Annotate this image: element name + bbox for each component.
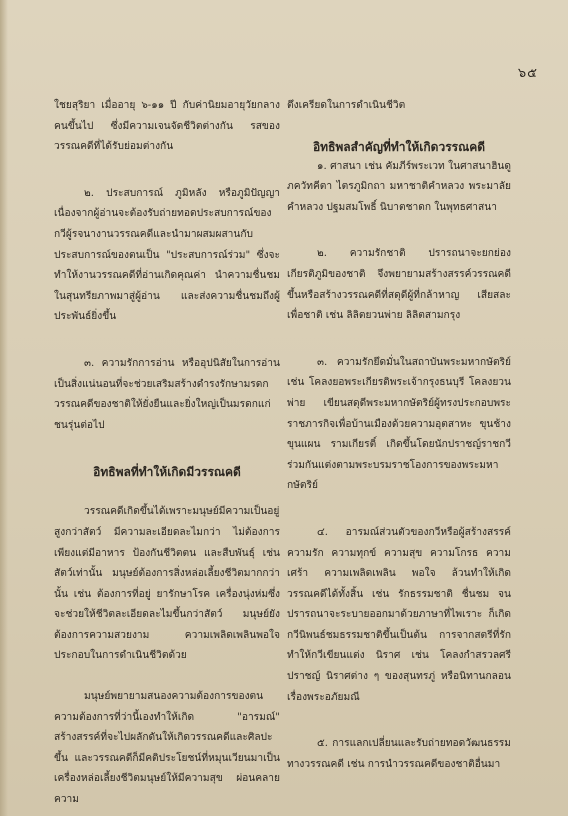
list-item-5: ๕. การแลกเปลี่ยนและรับถ่ายทอดวัฒนธรรมทางวรรณคดี เช่น การนำวรรณคดีของชาติอื่นมา — [287, 738, 511, 770]
section-heading: อิทธิพลที่ทำให้เกิดมีวรรณคดี — [93, 465, 241, 480]
paragraph: มนุษย์พยายามสนองความต้องการของตนความต้องการที่ว่านี้เองทำให้เกิด "อารมณ์" สร้างสรรค์ที่จะไปผลักดันให้เกิดวรรณคดีและศิลปะขึ้น และวรรณคดีก็มีคติประโยชน์ที่หมุนเวียนมาเป็นเครื่องหล่อเลี้ยงชีวิตมนุษย์ให้มีความสุข ผ่อนคลายความ — [54, 691, 280, 806]
paragraph: วรรณคดีเกิดขึ้นได้เพราะมนุษย์มีความเป็นอยู่สูงกว่าสัตว์ มีความละเอียดละไมกว่า ไม่ต้องการเพียงแต่มีอาหาร ป้องกันชีวิตตน และสืบพันธุ์ เช่นสัตว์เท่านั้น มนุษย์ต้องการสิ่งหล่อเลี้ยงชีวิตมากกว่านั้น เช่น ต้องการที่อยู่ ยารักษาโรค เครื่องนุ่งห่มซึ่งจะช่วยให้ชีวิตละเอียดละไมขึ้นกว่าสัตว์ มนุษย์ยังต้องการความสวยงาม ความเพลิดเพลินพอใจประกอบในการดำเนินชีวิตด้วย — [54, 506, 280, 662]
list-item-2: ๒. ความรักชาติ ปรารถนาจะยกย่องเกียรติภูมิของชาติ จึงพยายามสร้างสรรค์วรรณคดีขึ้นหรือสร้างวรรณคดีที่สดุดีผู้ที่กล้าหาญ เสียสละเพื่อชาติ เช่น ลิลิตยวนพ่าย ลิลิตสามกรุง — [287, 248, 511, 322]
list-item-2: ๒. ประสบการณ์ ภูมิหลัง หรือภูมิปัญญาเนื่องจากผู้อ่านจะต้องรับถ่ายทอดประสบการณ์ของกวีผู้รจนางานวรรณคดีและนำมาผสมผสานกับประสบการณ์ของตนเป็น "ประสบการณ์ร่วม" ซึ่งจะทำให้งานวรรณคดีที่อ่านเกิดคุณค่า นำความชื่นชมในสุนทรียภาพมาสู่ผู้อ่าน และส่งความชื่นชมถึงผู้ประพันธ์ยิ่งขึ้น — [54, 187, 280, 323]
section-heading: อิทธิพลสำคัญที่ทำให้เกิดวรรณคดี — [312, 139, 486, 154]
right-column — [287, 96, 511, 775]
paragraph-continuation: ใชยสุริยา เมื่ออายุ ๖-๑๑ ปี กับค่านิยมอายุวัยกลางคนขึ้นไป ซึ่งมีความเจนจัดชีวิตต่างกัน รสของวรรณคดีที่ได้รับย่อมต่างกัน — [54, 100, 280, 153]
list-item-1: ๑. ศาสนา เช่น คัมภีร์พระเวท ในศาสนาฮินดู ภควัทคีตา ไตรภูมิกถา มหาชาติคำหลวง พระมาลัยคำหลวง ปฐมสมโพธิ์ นิบาตชาดก ในพุทธศาสนา — [287, 160, 511, 213]
page-number: ๖๕ — [517, 66, 538, 81]
list-item-4: ๔. อารมณ์ส่วนตัวของกวีหรือผู้สร้างสรรค์ ความรัก ความทุกข์ ความสุข ความโกรธ ความเศร้า ความเพลิดเพลิน พอใจ ล้วนทำให้เกิดวรรณคดีได้ทั้งสิ้น เช่น รักธรรมชาติ ชื่นชม จนปรารถนาจะระบายออกมาด้วยภาษาที่ไพเราะ ก็เกิดกวีนิพนธ์ชมธรรมชาติขึ้นเป็นต้น การจากสตรีที่รักทำให้กวีเขียนแต่ง นิราศ เช่น โคลงกำสรวลศรีปราชญ์ นิราศต่าง ๆ ของสุนทรภู่ หรือนิทานกลอน เรื่องพระอภัยมณี — [287, 526, 511, 703]
list-item-3: ๓. ความรักยึดมั่นในสถาบันพระมหากษัตริย์ เช่น โคลงยอพระเกียรติพระเจ้ากรุงธนบุรี โคลงยวนพ่าย เขียนสดุดีพระมหากษัตริย์ผู้ทรงประกอบพระราชภารกิจเพื่อบ้านเมืองด้วยความอุตสาหะ ขุนช้างขุนแผน รามเกียรติ์ เกิดขึ้นโดยนักปราชญ์ราชกวีร่วมกันแต่งตามพระบรมราชโองการของพระมหากษัตริย์ — [287, 356, 511, 492]
paragraph-continuation: ตึงเครียดในการดำเนินชีวิต — [287, 100, 406, 111]
list-item-3: ๓. ความรักการอ่าน หรืออุปนิสัยในการอ่านเป็นสิ่งแน่นอนที่จะช่วยเสริมสร้างดำรงรักษามรดกวรรณคดีของชาติให้ยั่งยืนและยิ่งใหญ่เป็นมรดกแก่ชนรุ่นต่อไป — [54, 357, 280, 431]
left-column — [54, 96, 280, 811]
